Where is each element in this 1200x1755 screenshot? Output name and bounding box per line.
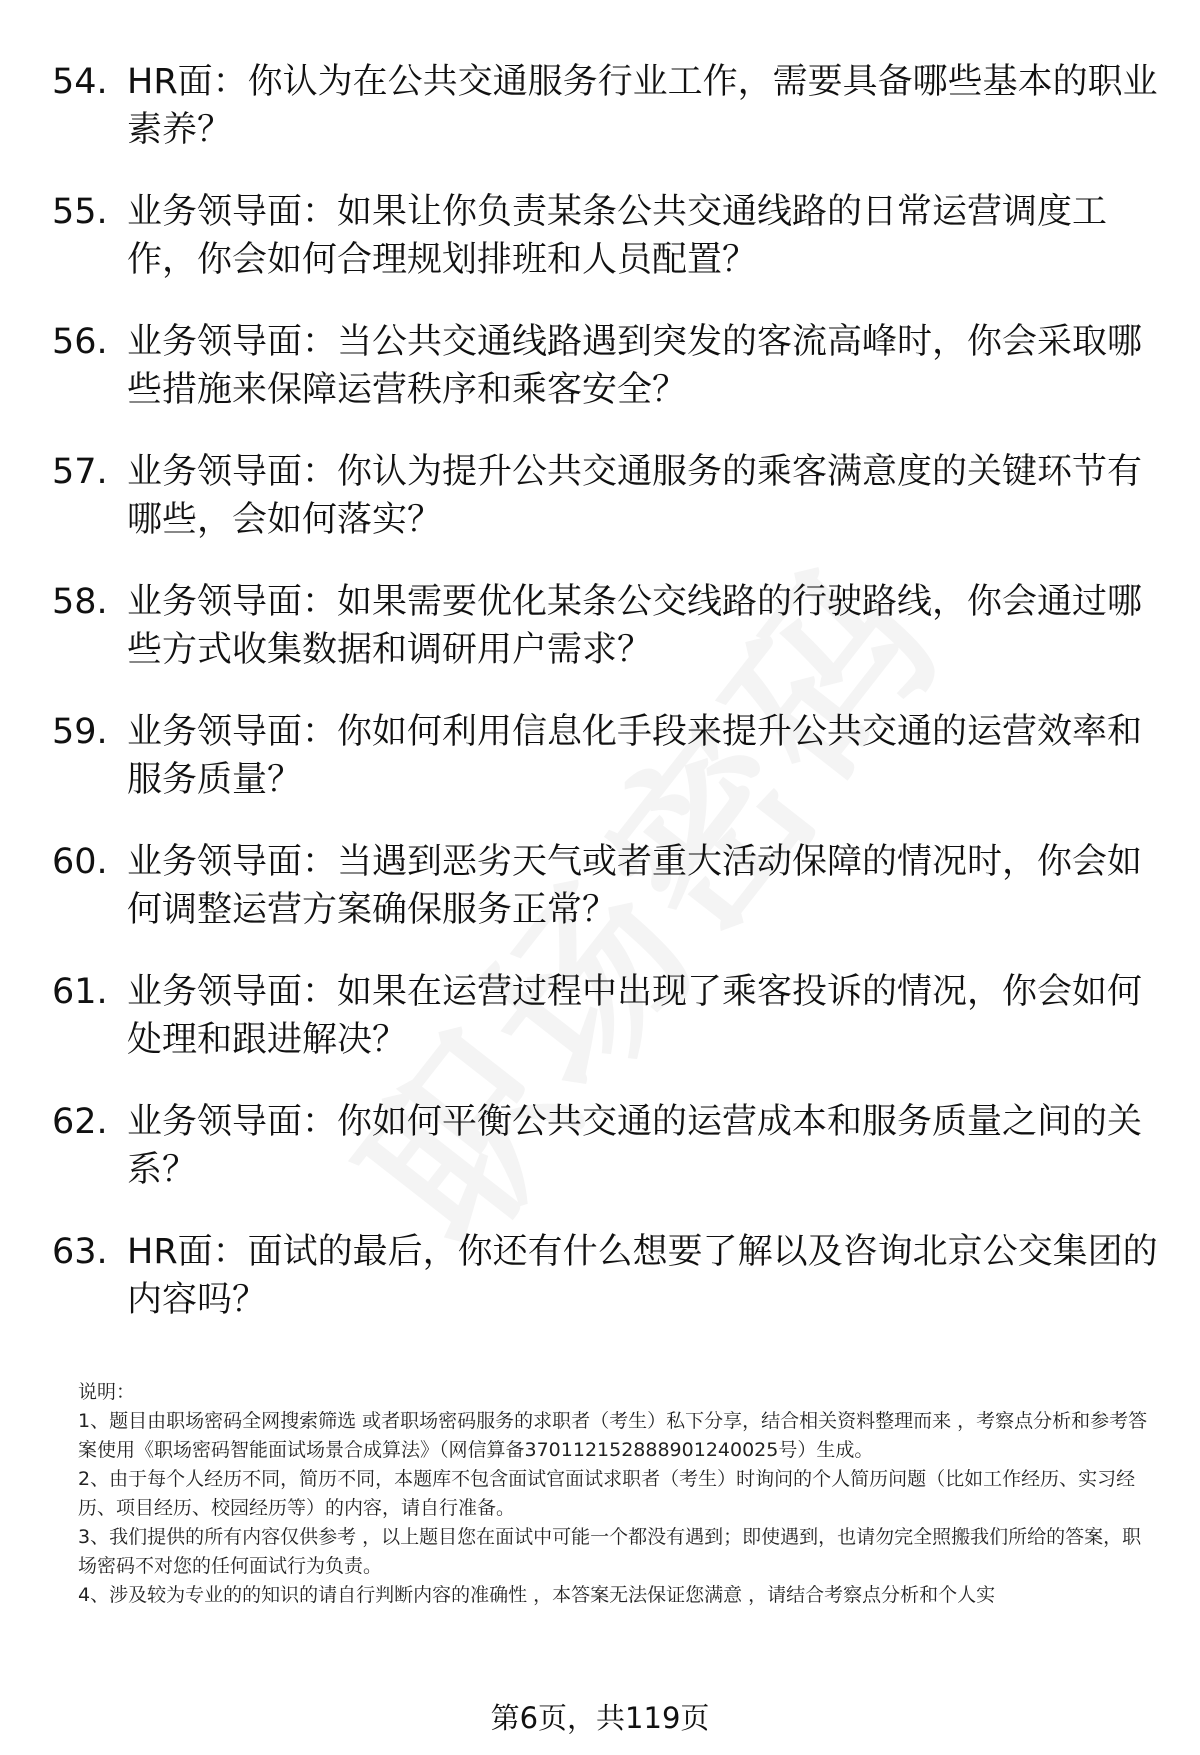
question-item [52,1098,1162,1194]
question-item [52,188,1162,284]
question-text: HR面：面试的最后，你还有什么想要了解以及咨询北京公交集团的内容吗？ [127,1232,1158,1320]
question-text: 业务领导面：你如何利用信息化手段来提升公共交通的运营效率和服务质量？ [127,712,1143,800]
question-text: 业务领导面：当公共交通线路遇到突发的客流高峰时，你会采取哪些措施来保障运营秩序和乘客安全？ [127,322,1143,410]
question-text: 业务领导面：你如何平衡公共交通的运营成本和服务质量之间的关系？ [127,1102,1143,1190]
question-number: 60. [52,842,108,882]
question-item [52,968,1162,1064]
question-number: 61. [52,972,108,1012]
notes-heading: 说明： [78,1381,136,1403]
note-item: 3、我们提供的所有内容仅供参考 ，以上题目您在面试中可能一个都没有遇到；即使遇到，也请勿完全照搬我们所给的答案，职场密码不对您的任何面试行为负责。 [78,1526,1142,1577]
question-number: 59. [52,712,108,752]
note-item: 2、由于每个人经历不同，简历不同，本题库不包含面试官面试求职者（考生）时询问的个人简历问题（比如工作经历、实习经历、项目经历、校园经历等）的内容，请自行准备。 [78,1468,1136,1519]
question-list [52,58,1162,1358]
question-text: HR面：你认为在公共交通服务行业工作，需要具备哪些基本的职业素养？ [127,62,1158,150]
question-text: 业务领导面：当遇到恶劣天气或者重大活动保障的情况时，你会如何调整运营方案确保服务正常？ [127,842,1143,930]
question-number: 63. [52,1232,108,1272]
page-number-label: 第6页，共119页 [490,1701,710,1735]
page-footer [0,1700,1200,1736]
question-item [52,58,1162,154]
question-number: 57. [52,452,108,492]
question-item [52,1228,1162,1324]
question-number: 54. [52,62,108,102]
question-text: 业务领导面：如果需要优化某条公交线路的行驶路线，你会通过哪些方式收集数据和调研用户需求？ [127,582,1143,670]
question-text: 业务领导面：你认为提升公共交通服务的乘客满意度的关键环节有哪些，会如何落实？ [127,452,1143,540]
question-number: 58. [52,582,108,622]
question-number: 56. [52,322,108,362]
question-number: 62. [52,1102,108,1142]
note-item: 1、题目由职场密码全网搜索筛选 或者职场密码服务的求职者（考生）私下分享，结合相关资料整理而来 ，考察点分析和参考答案使用《职场密码智能面试场景合成算法》（网信算备370112152888901240025号）生成。 [78,1410,1148,1461]
notes-section [78,1378,1158,1610]
question-item [52,838,1162,934]
question-text: 业务领导面：如果让你负责某条公共交通线路的日常运营调度工作，你会如何合理规划排班和人员配置？ [127,192,1108,280]
question-item [52,578,1162,674]
question-text: 业务领导面：如果在运营过程中出现了乘客投诉的情况，你会如何处理和跟进解决？ [127,972,1143,1060]
question-item [52,318,1162,414]
question-item [52,448,1162,544]
question-item [52,708,1162,804]
note-item: 4、涉及较为专业的的知识的请自行判断内容的准确性 ，本答案无法保证您满意 ，请结合考察点分析和个人实 [78,1584,996,1606]
question-number: 55. [52,192,108,232]
